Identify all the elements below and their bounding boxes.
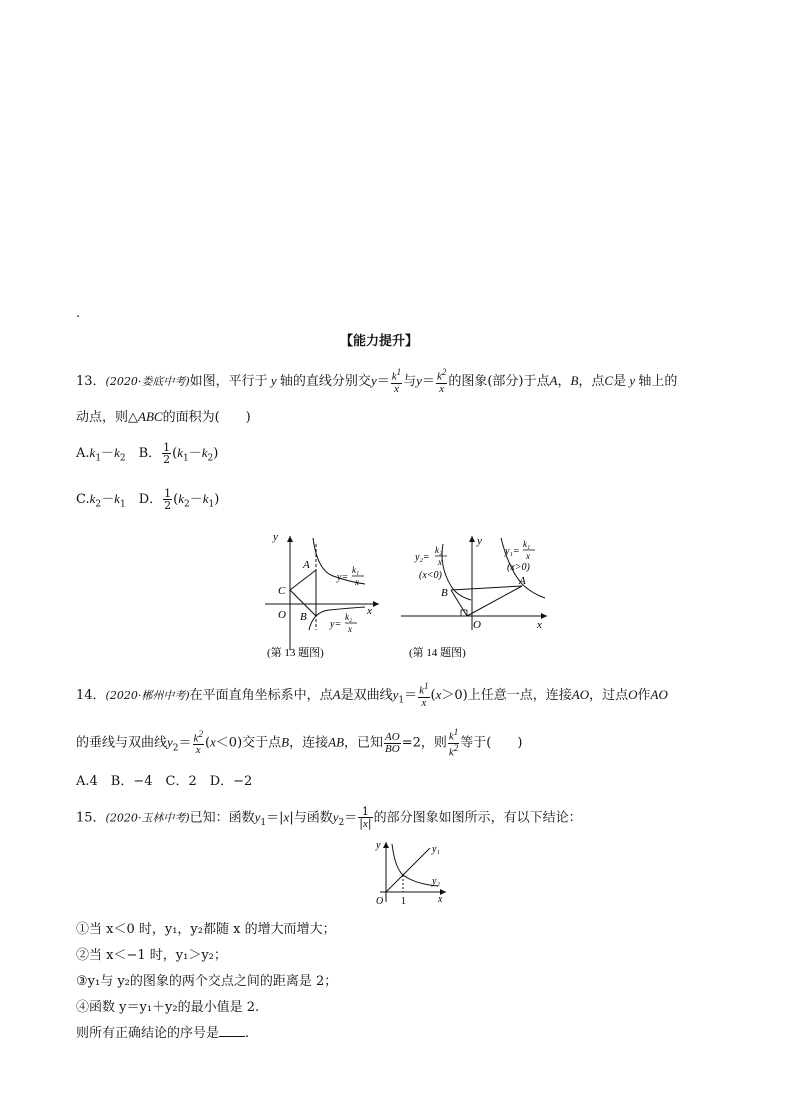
fig15-y2-label: y₂ <box>432 876 440 887</box>
figure-13 <box>255 530 390 660</box>
fig14-k1: k₁ <box>523 539 531 549</box>
q13-line1: 13．(2020·娄底中考)如图，平行于 y 轴的直线分别交y＝ $\frac{k^1}{x}$ 与y＝ $\frac{k^2}{x}$ 的图象(部分)于点A，B，点C是 y 轴上的 <box>76 367 678 395</box>
answer-blank[interactable] <box>219 1024 245 1037</box>
stray-dot: . <box>76 306 81 321</box>
q13-options-cd: $C.k_2-k_1$ D． $\frac{1}{2}$ $(k_2-k_1)$ <box>76 487 220 512</box>
q15-conclusion-1: ①当 x＜0 时，y₁，y₂都随 x 的增大而增大； <box>76 922 336 937</box>
fig15-y-label: y <box>376 840 381 851</box>
fig14-cond1: (x>0) <box>507 562 530 573</box>
fig14-eq1: y₁= <box>505 546 520 557</box>
fig14-point-a: A <box>519 575 526 587</box>
fig14-caption: (第 14 题图) <box>409 647 466 659</box>
section-title: 【能力提升】 <box>340 334 419 349</box>
fig13-den1: x <box>355 577 359 587</box>
fig14-point-b: B <box>441 587 448 599</box>
figure-15 <box>370 838 452 908</box>
fig13-eq1: y= <box>337 572 349 583</box>
figure-14 <box>397 530 557 660</box>
fraction-k1-over-x: $\frac{k^1}{x}$ <box>391 367 402 395</box>
q15-source: (2020·玉林中考) <box>105 811 190 825</box>
q14-line1: 14．(2020·郴州中考)在平面直角坐标系中，点A是双曲线$y_1=$ $\frac{k^1}{x}$ (x＞0)上任意一点，连接AO，过点O作AO <box>76 681 668 709</box>
q14-line2: 的垂线与双曲线$y_2=$ $\frac{k^2}{x}$ (x＜0)交于点B，连接AB，已知 $\frac{AO}{BO}$ =2，则 $\frac{k^1}{k^2}$ 等于( ) <box>76 727 523 759</box>
q15-conclusion-2: ②当 x＜−1 时，y₁＞y₂； <box>76 948 227 963</box>
q14-source: (2020·郴州中考) <box>105 688 190 702</box>
q14-number: 14． <box>76 687 106 703</box>
fig13-point-b: B <box>300 611 307 623</box>
fig14-k2: k₂ <box>435 545 443 555</box>
fig14-den1: x <box>526 551 530 561</box>
q15-conclusion-4: ④函数 y＝y₁＋y₂的最小值是 2. <box>76 1000 260 1015</box>
fig13-point-a: A <box>303 559 310 571</box>
fig13-k1: k₁ <box>352 565 360 575</box>
fig14-origin-label: O <box>473 619 481 631</box>
fig15-y1-label: y₁ <box>432 844 440 855</box>
fig13-x-label: x <box>367 605 372 617</box>
fig13-point-c: C <box>278 585 286 597</box>
fig13-k2: k₂ <box>345 612 353 622</box>
fig14-eq2: y₂= <box>415 552 430 563</box>
q14-options: A.4 B．−4 C．2 D．−2 <box>76 774 253 789</box>
fig15-x-label: x <box>438 894 443 905</box>
q15-question: 则所有正确结论的序号是 . <box>76 1026 250 1041</box>
q13-line2: 动点，则△ABC的面积为( ) <box>76 409 251 425</box>
q15-conclusion-3: ③y₁与 y₂的图象的两个交点之间的距离是 2； <box>76 974 338 989</box>
fig14-cond2: (x<0) <box>419 570 442 581</box>
fig13-y-label: y <box>273 531 278 543</box>
fig15-origin-label: O <box>376 896 384 907</box>
fig13-den2: x <box>348 624 352 634</box>
fraction-k2-over-x: $\frac{k^2}{x}$ <box>436 367 447 395</box>
q13-number: 13． <box>76 373 106 389</box>
fig13-caption: (第 13 题图) <box>267 647 324 659</box>
fig13-eq2: y= <box>330 619 342 630</box>
fig13-origin-label: O <box>278 609 286 621</box>
q15-line1: 15．(2020·玉林中考)已知：函数$y_1=|x|$与函数$y_2=$ $\frac{1}{|x|}$ 的部分图象如图所示，有以下结论： <box>76 805 582 830</box>
q13-options-ab: $A.k_1-k_2$ B． $\frac{1}{2}$ $(k_1-k_2)$ <box>76 441 219 466</box>
fig15-tick-one: 1 <box>401 896 406 907</box>
fig14-x-label: x <box>537 619 542 631</box>
q15-number: 15． <box>76 810 106 826</box>
fig14-y-label: y <box>477 535 482 547</box>
q13-source: (2020·娄底中考) <box>105 374 190 388</box>
fig14-den2: x <box>438 557 442 567</box>
